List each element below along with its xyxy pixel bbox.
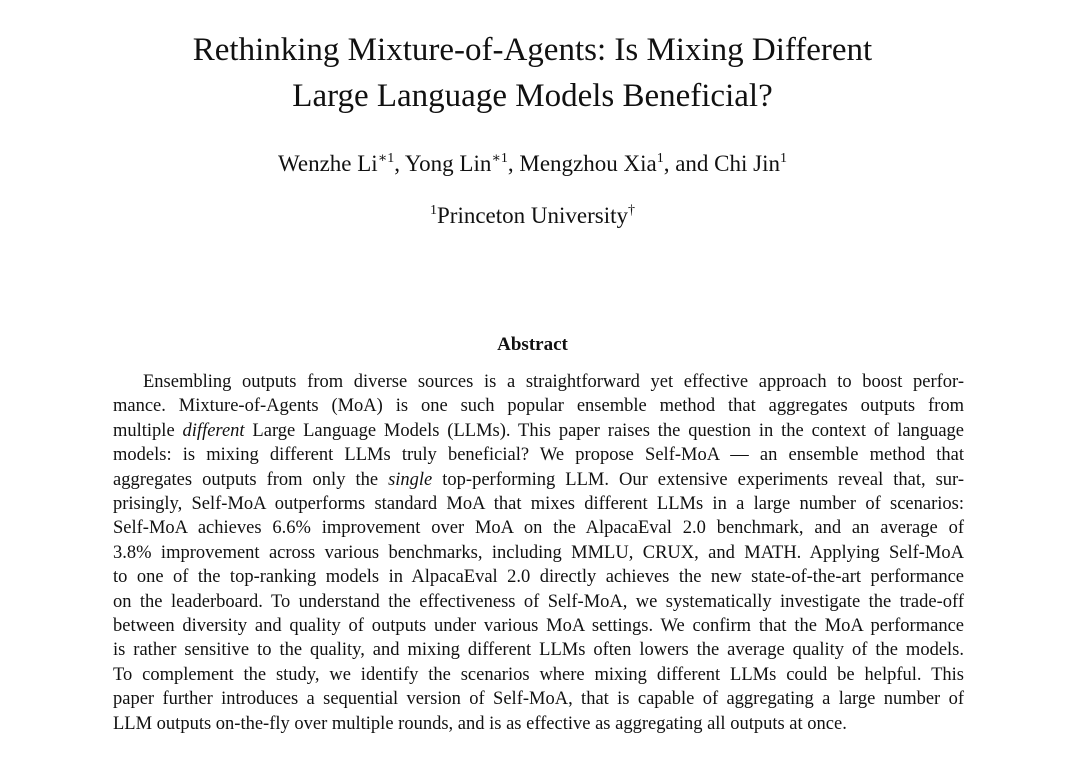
- author-separator: , and: [663, 151, 715, 176]
- author-separator: ,: [507, 151, 520, 176]
- abstract-line: between diversity and quality of outputs under various MoA settings. We confirm that the MoA performance: [113, 616, 964, 637]
- author-mark: 1: [656, 151, 664, 166]
- title-line: Large Language Models Beneficial?: [292, 78, 773, 114]
- author-name: Yong Lin: [404, 151, 492, 176]
- abstract-line: paper further introduces a sequential version of Self-MoA, that is capable of aggregating a large number of: [113, 689, 964, 710]
- author-mark: 1: [780, 151, 787, 166]
- author-mark: ∗1: [491, 151, 508, 166]
- author-name: Mengzhou Xia: [519, 151, 657, 176]
- abstract-body: [113, 370, 964, 736]
- abstract-line: is rather sensitive to the quality, and mixing different LLMs often lowers the average quality of the models.: [113, 640, 964, 661]
- abstract-line: prisingly, Self-MoA outperforms standard MoA that mixes different LLMs in a large number of scenarios:: [113, 494, 964, 515]
- author-name: Chi Jin: [714, 151, 780, 176]
- abstract-line: models: is mixing different LLMs truly beneficial? We propose Self-MoA — an ensemble method that: [113, 445, 964, 466]
- affiliation-footnote-mark: †: [628, 203, 635, 218]
- affiliation: [0, 200, 1065, 232]
- affiliation-name: Princeton University: [437, 203, 628, 228]
- abstract-heading: Abstract: [497, 334, 568, 355]
- abstract-line: multiple different Large Language Models (LLMs). This paper raises the question in the context of language: [113, 420, 964, 441]
- affiliation-mark: 1: [430, 203, 437, 218]
- abstract-line: on the leaderboard. To understand the effectiveness of Self-MoA, we systematically investigate the trade-off: [113, 591, 964, 612]
- abstract-line: Ensembling outputs from diverse sources is a straightforward yet effective approach to boost perfor-: [143, 372, 964, 392]
- abstract-line: 3.8% improvement across various benchmarks, including MMLU, CRUX, and MATH. Applying Self-MoA: [113, 542, 964, 563]
- author-separator: ,: [394, 151, 405, 176]
- emphasized-word: different: [182, 420, 245, 441]
- abstract-line: aggregates outputs from only the single top-performing LLM. Our extensive experiments reveal that, sur-: [113, 469, 965, 490]
- abstract-line: mance. Mixture-of-Agents (MoA) is one such popular ensemble method that aggregates outputs from: [113, 396, 964, 417]
- author-mark: ∗1: [377, 151, 395, 166]
- author-name: Wenzhe Li: [278, 151, 378, 176]
- abstract-line: To complement the study, we identify the scenarios where mixing different LLMs could be helpful. This: [113, 664, 964, 685]
- abstract-line: LLM outputs on-the-fly over multiple rounds, and is as effective as aggregating all outputs at once.: [113, 713, 847, 734]
- emphasized-word: single: [388, 469, 433, 490]
- title-line: Rethinking Mixture-of-Agents: Is Mixing Different: [192, 32, 873, 68]
- paper-title: [0, 27, 1065, 119]
- abstract-line: Self-MoA achieves 6.6% improvement over MoA on the AlpacaEval 2.0 benchmark, and an average of: [113, 518, 964, 539]
- abstract-line: to one of the top-ranking models in AlpacaEval 2.0 directly achieves the new state-of-the-art performance: [113, 567, 964, 588]
- author-list: [0, 148, 1065, 180]
